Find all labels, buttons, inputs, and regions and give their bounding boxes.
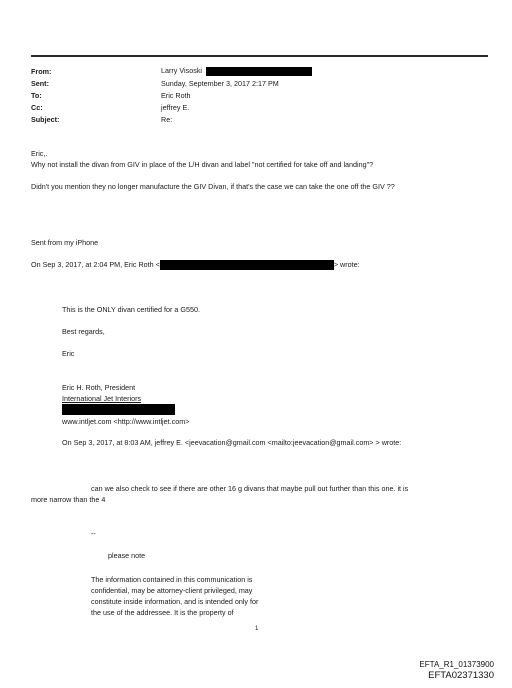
body-line-2: Didn't you mention they no longer manufacture the GIV Divan, if that's the case we can take the one off the GIV ??: [31, 182, 395, 191]
to-value: Eric Roth: [161, 91, 191, 100]
footer-id-1: EFTA_R1_01373900: [419, 660, 494, 669]
from-name: Larry Visoski: [161, 66, 203, 75]
quote-header-1-suffix: > wrote:: [333, 260, 360, 269]
signature-name: Eric H. Roth, President: [62, 383, 136, 392]
quote-header-1-prefix: On Sep 3, 2017, at 2:04 PM, Eric Roth <: [31, 260, 160, 269]
sent-value: Sunday, September 3, 2017 2:17 PM: [161, 79, 279, 88]
subject-value: Re:: [161, 115, 173, 124]
page-number: 1: [255, 626, 259, 632]
quote-header-1: [31, 260, 360, 270]
header-rule: [31, 55, 488, 57]
confidential-line-3: constitute inside information, and is intended only for: [91, 597, 259, 606]
inner-line-1: can we also check to see if there are other 16 g divans that maybe pull out further than this one. it is: [91, 484, 409, 493]
inner-line-2: more narrow than the 4: [31, 495, 106, 504]
from-label: From:: [31, 67, 52, 76]
quote-header-2: On Sep 3, 2017, at 8:03 AM, jeffrey E. <jeevacation@gmail.com <mailto:jeevacation@gmail.com> > wrote:: [62, 438, 402, 447]
body-line-1: Why not install the divan from GIV in place of the L/H divan and label "not certified for take off and landing"?: [31, 160, 374, 169]
please-note: please note: [108, 551, 146, 560]
footer-id-2: EFTA02371330: [428, 670, 494, 681]
inner-dashes: --: [91, 529, 96, 538]
to-label: To:: [31, 91, 42, 100]
redaction-bar: [62, 404, 175, 415]
sent-from: Sent from my iPhone: [31, 238, 99, 247]
redaction-bar: [160, 260, 334, 270]
quoted-regards: Best regards,: [62, 327, 105, 336]
signature-url[interactable]: www.intljet.com <http://www.intljet.com>: [62, 417, 190, 426]
confidential-line-1: The information contained in this communication is: [91, 575, 253, 584]
greeting: Eric,.: [31, 149, 48, 158]
quoted-name: Eric: [62, 349, 75, 358]
quoted-only-divan: This is the ONLY divan certified for a G550.: [62, 305, 200, 314]
signature-company: International Jet Interiors: [62, 394, 142, 403]
cc-label: Cc:: [31, 103, 43, 112]
subject-label: Subject:: [31, 115, 60, 124]
redaction-block: [62, 404, 175, 415]
cc-value: jeffrey E.: [161, 103, 190, 112]
from-value: [161, 66, 312, 76]
sent-label: Sent:: [31, 79, 49, 88]
redaction-bar: [206, 67, 312, 76]
confidential-line-4: the use of the addressee. It is the property of: [91, 608, 234, 617]
confidential-line-2: confidential, may be attorney-client privileged, may: [91, 586, 253, 595]
